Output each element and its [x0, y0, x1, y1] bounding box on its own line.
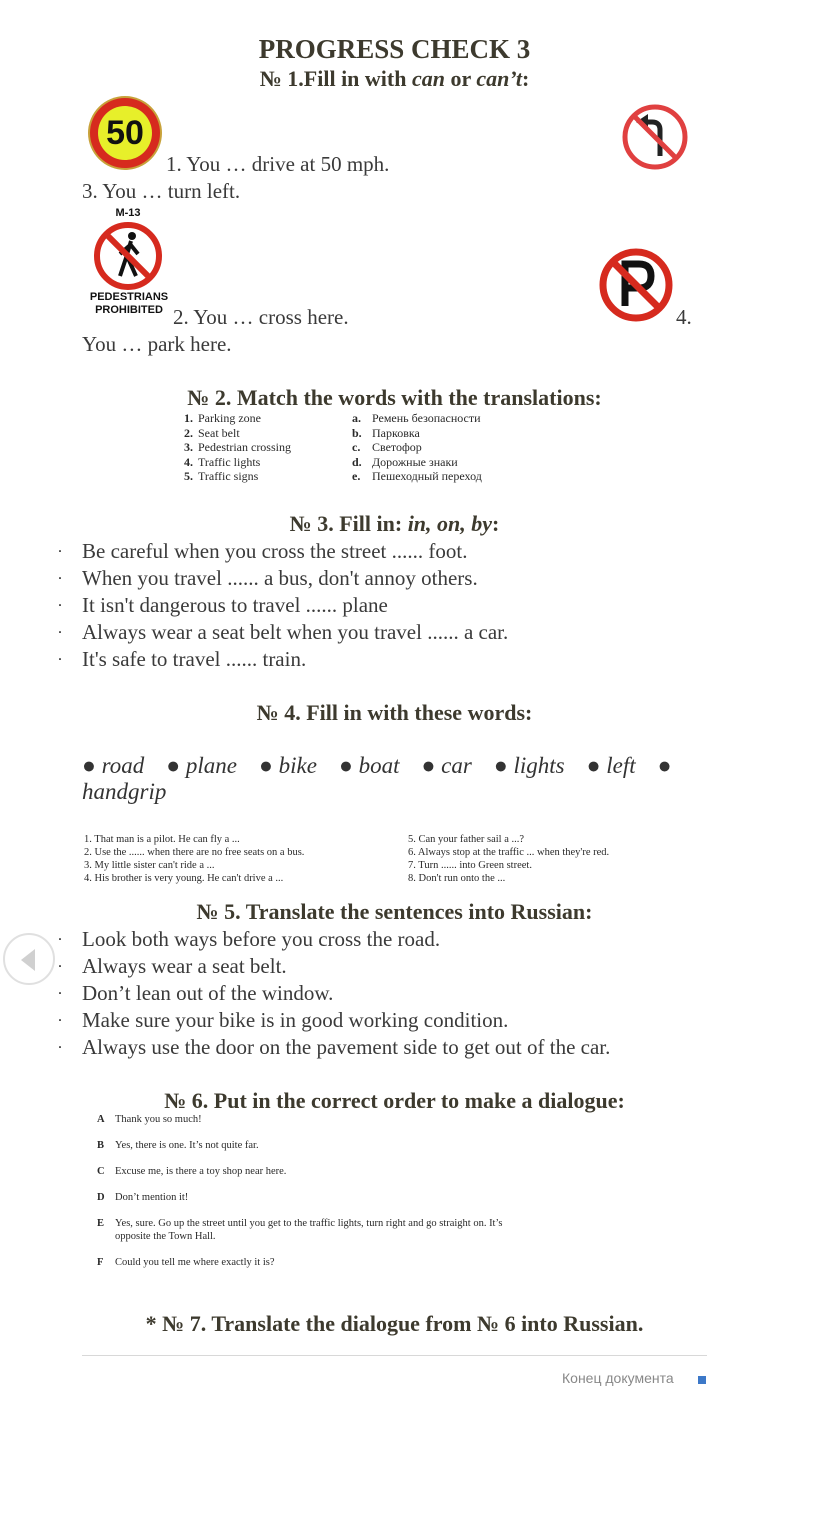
task4-heading: № 4. Fill in with these words:: [256, 700, 533, 725]
list-item: 5. Traffic signs: [184, 469, 259, 483]
end-marker-icon: [698, 1376, 706, 1384]
list-item: 7. Turn ...... into Green street.: [408, 860, 532, 871]
svg-text:M-13: M-13: [115, 207, 141, 219]
no-parking-icon: [599, 248, 673, 322]
task3-list: [0, 539, 837, 674]
svg-text:50: 50: [106, 114, 144, 152]
dialogue-line-continuation: opposite the Town Hall.: [115, 1231, 216, 1242]
list-item: . It's safe to travel ...... train.: [58, 647, 307, 671]
pedestrians-prohibited-icon: [84, 204, 174, 318]
list-item: d. Дорожные знаки: [352, 454, 458, 469]
list-item: 6. Always stop at the traffic ... when they're red.: [408, 847, 610, 858]
task1-sentence-4-number: 4.: [676, 305, 692, 329]
task4-right-sentences: [408, 833, 609, 885]
dialogue-line: D Don’t mention it!: [97, 1192, 189, 1203]
svg-text:PEDESTRIANS: PEDESTRIANS: [89, 291, 169, 303]
list-item: 4. His brother is very young. He can't drive a ...: [84, 873, 284, 884]
list-item: 8. Don't run onto the ...: [408, 873, 506, 884]
task5-heading: № 5. Translate the sentences into Russian:: [196, 899, 593, 924]
task2-left-list: [184, 411, 291, 484]
page-title: PROGRESS CHECK 3: [258, 34, 531, 64]
word-item: ● car: [421, 753, 472, 778]
list-item: 2. Use the ...... when there are no free seats on a bus.: [84, 847, 305, 858]
task5-list: [0, 927, 837, 1062]
word-item: ● boat: [338, 753, 400, 778]
list-item: . When you travel ...... a bus, don't annoy others.: [58, 566, 478, 590]
word-item: ● road: [82, 753, 145, 778]
task4-word-bank: [82, 753, 672, 779]
speed-limit-50-icon: [86, 94, 164, 172]
task6-heading: № 6. Put in the correct order to make a dialogue:: [164, 1088, 625, 1113]
dialogue-line: F Could you tell me where exactly it is?: [97, 1257, 275, 1268]
word-item: ● bike: [259, 753, 317, 778]
list-item: . Always wear a seat belt.: [58, 954, 287, 978]
list-item: b. Парковка: [352, 425, 420, 440]
list-item: . Make sure your bike is in good working condition.: [58, 1008, 509, 1032]
dialogue-line: C Excuse me, is there a toy shop near here.: [97, 1166, 287, 1177]
list-item: 3. My little sister can't ride a ...: [84, 860, 215, 871]
task3-heading: № 3. Fill in: in, on, by:: [289, 511, 500, 536]
word-item: ●: [657, 753, 672, 778]
list-item: 1. That man is a pilot. He can fly a ...: [84, 834, 240, 845]
list-item: . It isn't dangerous to travel ...... plane: [58, 593, 388, 617]
divider: [82, 1355, 707, 1356]
list-item: c. Светофор: [352, 440, 422, 454]
task2-right-list: [352, 411, 482, 484]
list-item: . Always use the door on the pavement side to get out of the car.: [58, 1035, 611, 1059]
dialogue-line: B Yes, there is one. It’s not quite far.: [97, 1140, 259, 1151]
task1-sentence-1: 1. You … drive at 50 mph.: [166, 152, 390, 176]
list-item: . Always wear a seat belt when you travel ...... a car.: [58, 620, 509, 644]
no-left-turn-icon: [622, 104, 688, 170]
list-item: . Be careful when you cross the street ...... foot.: [58, 539, 468, 563]
task1-heading: № 1.Fill in with can or can’t:: [259, 66, 530, 91]
previous-page-button[interactable]: [3, 933, 55, 985]
end-of-document-label: Конец документа: [562, 1370, 674, 1386]
list-item: . Don’t lean out of the window.: [58, 981, 334, 1005]
word-item: ● lights: [493, 753, 565, 778]
list-item: 4. Traffic lights: [184, 454, 261, 469]
task1-sentence-2: 2. You … cross here.: [173, 305, 349, 329]
dialogue-line: E Yes, sure. Go up the street until you get to the traffic lights, turn right and go straight on. It’s: [97, 1218, 503, 1229]
list-item: e. Пешеходный переход: [352, 469, 482, 483]
dialogue-line: A Thank you so much!: [97, 1114, 202, 1125]
word-item: ● left: [586, 753, 636, 778]
task4-word-handgrip: handgrip: [82, 779, 167, 804]
list-item: . Look both ways before you cross the road.: [58, 927, 441, 951]
list-item: 2. Seat belt: [184, 425, 240, 440]
task1-sentence-3: 3. You … turn left.: [82, 179, 241, 203]
word-item: ● plane: [166, 753, 237, 778]
list-item: 3. Pedestrian crossing: [184, 440, 291, 454]
list-item: 1. Parking zone: [184, 411, 261, 425]
svg-text:PROHIBITED: PROHIBITED: [95, 304, 163, 316]
task4-left-sentences: [84, 833, 304, 885]
task2-heading: № 2. Match the words with the translations:: [187, 385, 602, 410]
task1-sentence-4: You … park here.: [82, 332, 232, 356]
list-item: a. Ремень безопасности: [352, 411, 481, 425]
task7-heading: * № 7. Translate the dialogue from № 6 into Russian.: [145, 1311, 644, 1336]
list-item: 5. Can your father sail a ...?: [408, 834, 525, 845]
